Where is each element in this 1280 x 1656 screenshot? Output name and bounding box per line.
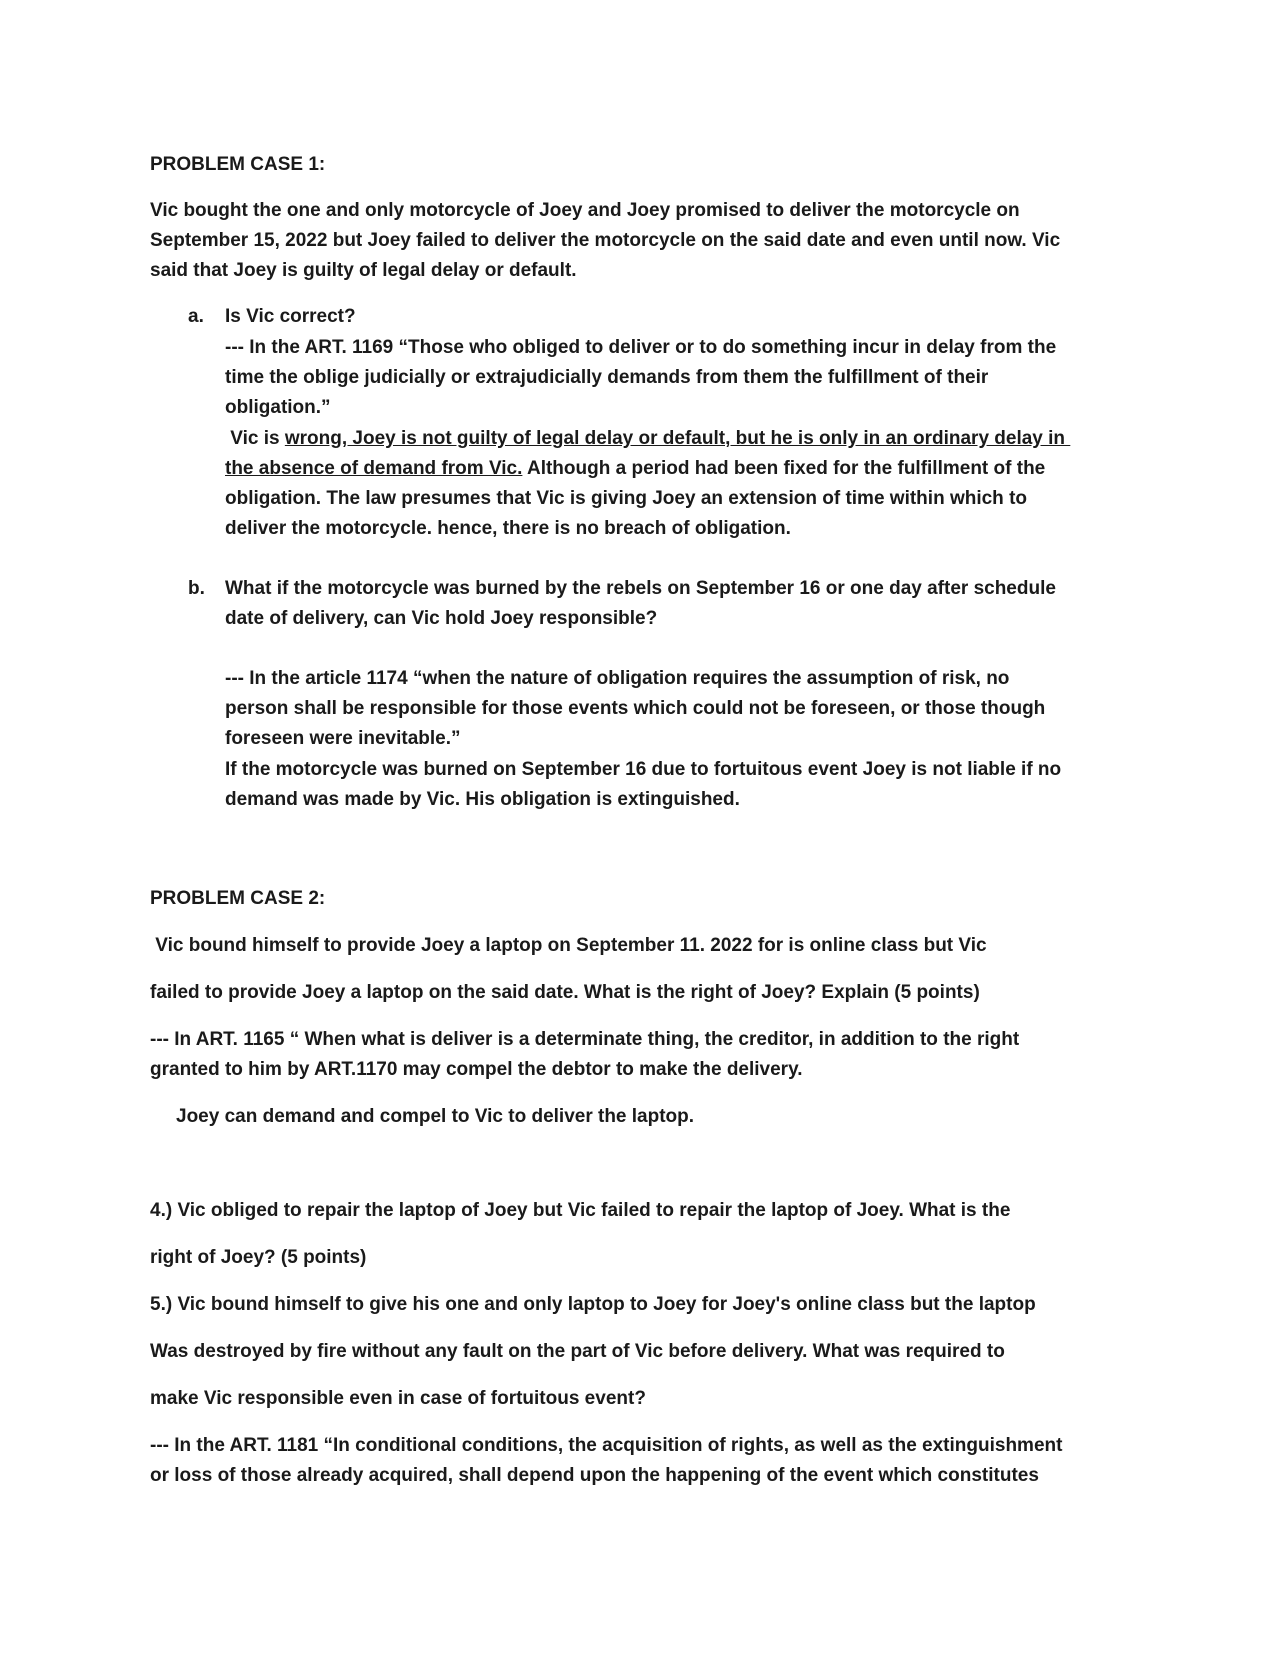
case1-b-question-line-2: date of delivery, can Vic hold Joey responsible? [225, 608, 658, 629]
case1-a-answer-line-3: obligation.” [225, 397, 331, 418]
q4-line-1: 4.) Vic obliged to repair the laptop of Joey but Vic failed to repair the laptop of Joey. What is the [150, 1200, 1011, 1221]
conclusion-underlined-2: the absence of demand from Vic. [225, 458, 523, 479]
q5-line-3: make Vic responsible even in case of fortuitous event? [150, 1388, 646, 1409]
q5-answer-line-2: or loss of those already acquired, shall depend upon the happening of the event which constitutes [150, 1465, 1039, 1486]
q5-answer-line-1: --- In the ART. 1181 “In conditional conditions, the acquisition of rights, as well as the extinguishment [150, 1435, 1063, 1456]
case1-intro-line-1: Vic bought the one and only motorcycle of Joey and Joey promised to deliver the motorcycle on [150, 200, 1020, 221]
case1-a-conclusion-line-1 [225, 427, 1070, 451]
case1-a-conclusion-line-2 [225, 457, 1045, 481]
case1-a-conclusion-line-4: deliver the motorcycle. hence, there is no breach of obligation. [225, 518, 791, 539]
conclusion-underlined-1: wrong, Joey is not guilty of legal delay or default, but he is only in an ordinary delay in [284, 428, 1071, 449]
case2-question-line-1: Vic bound himself to provide Joey a laptop on September 11. 2022 for is online class but Vic [150, 935, 987, 956]
case1-intro-line-2: September 15, 2022 but Joey failed to deliver the motorcycle on the said date and even until now. Vic [150, 230, 1061, 251]
case1-b-answer-line-1: --- In the article 1174 “when the nature of obligation requires the assumption of risk, no [225, 668, 1010, 689]
q4-line-2: right of Joey? (5 points) [150, 1247, 367, 1268]
case1-heading: PROBLEM CASE 1: [150, 154, 326, 175]
q5-line-2: Was destroyed by fire without any fault on the part of Vic before delivery. What was required to [150, 1341, 1005, 1362]
case2-answer-line-1: --- In ART. 1165 “ When what is deliver is a determinate thing, the creditor, in addition to the right [150, 1029, 1020, 1050]
case1-b-answer-line-4: If the motorcycle was burned on September 16 due to fortuitous event Joey is not liable if no [225, 759, 1062, 780]
case1-a-question: Is Vic correct? [225, 306, 356, 327]
case1-a-conclusion-line-3: obligation. The law presumes that Vic is giving Joey an extension of time within which to [225, 488, 1027, 509]
case2-heading: PROBLEM CASE 2: [150, 888, 326, 909]
list-marker-b: b. [188, 578, 205, 599]
case1-b-answer-line-3: foreseen were inevitable.” [225, 728, 461, 749]
conclusion-rest-2: Although a period had been fixed for the fulfillment of the [522, 458, 1046, 479]
case1-intro-line-3: said that Joey is guilty of legal delay or default. [150, 260, 577, 281]
case1-a-answer-line-1: --- In the ART. 1169 “Those who obliged to deliver or to do something incur in delay from the [225, 337, 1057, 358]
case1-b-answer-line-2: person shall be responsible for those events which could not be foreseen, or those though [225, 698, 1046, 719]
case1-b-answer-line-5: demand was made by Vic. His obligation is extinguished. [225, 789, 740, 810]
case2-answer-line-2: granted to him by ART.1170 may compel the debtor to make the delivery. [150, 1059, 803, 1080]
case1-b-question-line-1: What if the motorcycle was burned by the rebels on September 16 or one day after schedule [225, 578, 1056, 599]
case1-a-answer-line-2: time the oblige judicially or extrajudicially demands from them the fulfillment of their [225, 367, 989, 388]
list-marker-a: a. [188, 306, 204, 327]
case2-question-line-2: failed to provide Joey a laptop on the said date. What is the right of Joey? Explain (5 points) [150, 982, 980, 1003]
q5-line-1: 5.) Vic bound himself to give his one and only laptop to Joey for Joey's online class but the laptop [150, 1294, 1036, 1315]
case2-conclusion: Joey can demand and compel to Vic to deliver the laptop. [176, 1106, 695, 1127]
conclusion-prefix: Vic is [225, 428, 285, 449]
